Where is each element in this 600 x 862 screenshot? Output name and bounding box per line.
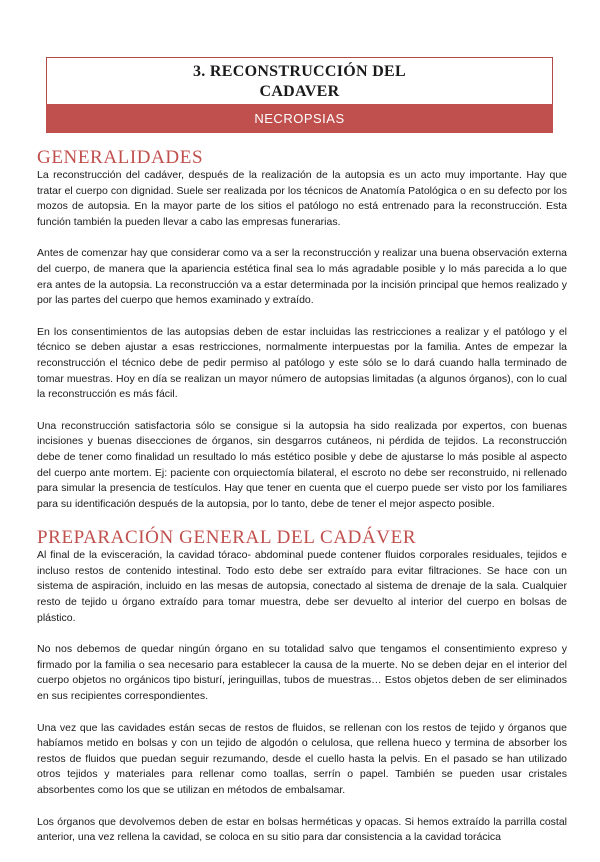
paragraph: Al final de la evisceración, la cavidad tóraco- abdominal puede contener fluidos corporales residuales, tejidos e incluso restos de contenido intestinal. Todo esto debe ser extraído para evitar filtraciones. Se hace con un sistema de aspiración, incluido en las mesas de autopsia, conectado al sistema de drenaje de la sala. Cualquier resto de tejido u órgano extraído para tomar muestra, debe ser devuelto al interior del cuerpo en bolsas de plástico. <box>37 549 567 624</box>
paragraph: No nos debemos de quedar ningún órgano en su totalidad salvo que tengamos el consentimiento expreso y firmado por la familia o sea necesario para establecer la causa de la muerte. No se deben dejar en el interior del cuerpo objetos no orgánicos tipo bisturí, jeringuillas, tubos de muestras… Estos objetos deben de ser eliminados en sus recipientes correspondientes. <box>37 643 567 703</box>
paragraph: Los órganos que devolvemos deben de estar en bolsas herméticas y opacas. Si hemos extraído la parrilla costal anterior, una vez rellena la cavidad, se coloca en su sitio para dar consistencia a la cavidad torácica <box>37 815 567 844</box>
document-header <box>46 57 553 133</box>
header-category-label: NECROPSIAS <box>254 111 345 126</box>
paragraph: Antes de comenzar hay que considerar como va a ser la reconstrucción y realizar una buena observación externa del cuerpo, de manera que la apariencia estética final sea lo más agradable posible y lo más parecida a lo que era antes de la autopsia. La reconstrucción va a estar determinada por la incisión principal que hemos realizado y por las partes del cuerpo que hemos examinado y extraído. <box>37 247 567 307</box>
paragraph: Una vez que las cavidades están secas de restos de fluidos, se rellenan con los restos de tejido y órganos que habíamos metido en bolsas y con un tejido de algodón o celulosa, que rellena hueco y termina de absorber los restos de fluidos que puedan seguir rezumando, desde el cuello hasta la pelvis. En el pasado se han utilizado otros tejidos y materiales para rellenar como toallas, serrín o papel. También se pueden usar cristales absorbentes como los que se utilizan en métodos de embalsamar. <box>37 721 567 796</box>
section-title-generalidades: GENERALIDADES <box>37 147 204 168</box>
paragraph: En los consentimientos de las autopsias deben de estar incluidas las restricciones a realizar y el patólogo y el técnico se deben ajustar a esas restricciones, normalmente interpuestas por la familia. Antes de empezar la reconstrucción el técnico debe de pedir permiso al patólogo y este sólo se lo dará cuando halla terminado de tomar muestras. Hoy en día se realizan un mayor número de autopsias limitadas (a algunos órganos), con lo cual la reconstrucción es más fácil. <box>37 325 567 401</box>
document-title <box>47 58 552 106</box>
paragraph: Una reconstrucción satisfactoria sólo se consigue si la autopsia ha sido realizada por expertos, con buenas incisiones y buenas disecciones de órganos, sin desgarros cutáneos, ni pérdida de tejidos. La reconstrucción debe de tener como finalidad un resultado lo más estético posible y debe de ajustarse lo más posible al aspecto del cuerpo ante mortem. Ej: paciente con orquiectomía bilateral, el escroto no debe ser reconstruido, ni rellenado para simular la presencia de testículos. Hay que tener en cuenta que el cuerpo puede ser visto por los familiares para su identificación después de la autopsia, por lo tanto, debe de tener el mejor aspecto posible. <box>37 419 567 510</box>
paragraph: La reconstrucción del cadáver, después de la realización de la autopsia es un acto muy importante. Hay que tratar el cuerpo con dignidad. Suele ser realizada por los técnicos de Anatomía Patológica o en su defecto por los mozos de autopsia. En la mayor parte de los sitios el patólogo no está entrenado para la reconstrucción. Esta función también la pueden llevar a cabo las empresas funerarias. <box>37 169 567 228</box>
document-title-line1: 3. RECONSTRUCCIÓN DEL <box>193 63 406 80</box>
document-title-line2: CADAVER <box>259 83 340 100</box>
header-category-band <box>46 104 553 133</box>
document-body <box>37 148 567 862</box>
section-title-preparacion: PREPARACIÓN GENERAL DEL CADÁVER <box>37 527 417 549</box>
